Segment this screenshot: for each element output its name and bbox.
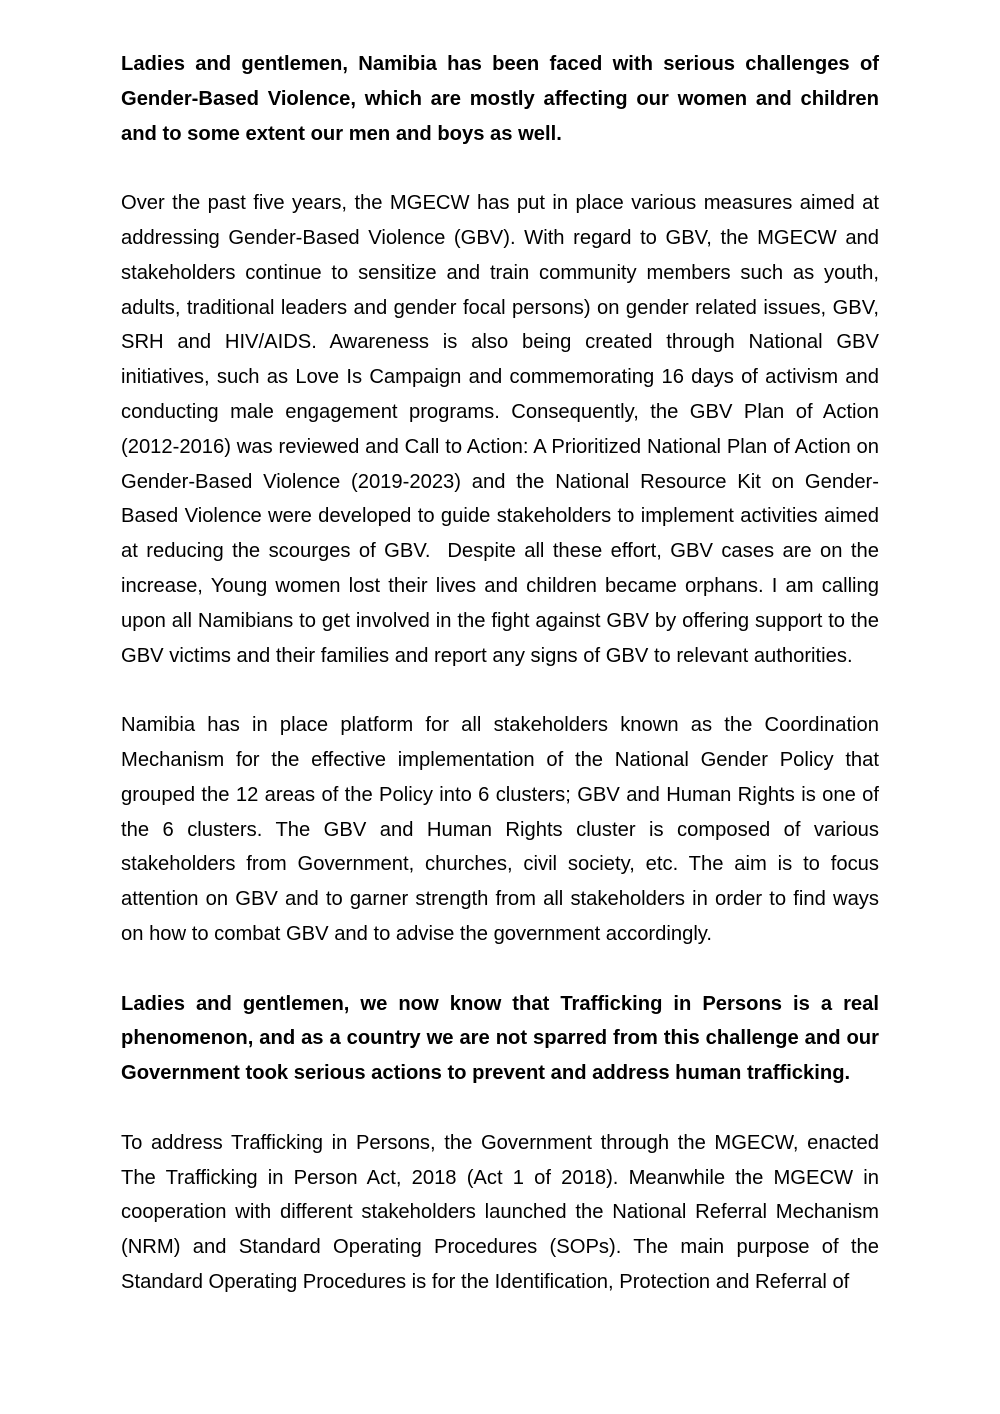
paragraph-trafficking-act: To address Trafficking in Persons, the Government through the MGECW, enacted The Trafficking in Person Act, 2018 (Act 1 of 2018). Meanwhile the MGECW in cooperation with different stakeholders launched the National Referral Mechanism (NRM) and Standard Operating Procedures (SOPs). The main purpose of the Standard Operating Procedures is for the Identification, Protection and Referral of	[121, 1131, 885, 1293]
paragraph-gbv-intro: Ladies and gentlemen, Namibia has been faced with serious challenges of Gender-Based Violence, which are mostly affecting our women and children and to some extent our men and boys as well.	[121, 53, 885, 145]
paragraph-trafficking-intro: Ladies and gentlemen, we now know that Trafficking in Persons is a real phenomenon, and as a country we are not sparred from this challenge and our Government took serious actions to prevent and address human trafficking.	[121, 992, 885, 1085]
paragraph-mgecw-measures: Over the past five years, the MGECW has put in place various measures aimed at addressing Gender-Based Violence (GBV). With regard to GBV, the MGECW and stakeholders continue to sensitize and train community members such as youth, adults, traditional leaders and gender focal persons) on gender related issues, GBV, SRH and HIV/AIDS. Awareness is also being created through National GBV initiatives, such as Love Is Campaign and commemorating 16 days of activism and conducting male engagement programs. Consequently, the GBV Plan of Action (2012-2016) was reviewed and Call to Action: A Prioritized National Plan of Action on Gender-Based Violence (2019-2023) and the National Resource Kit on Gender-Based Violence were developed to guide stakeholders to implement activities aimed at reducing the scourges of GBV. Despite all these effort, GBV cases are on the increase, Young women lost their lives and children became orphans. I am calling upon all Namibians to get involved in the fight against GBV by offering support to the GBV victims and their families and report any signs of GBV to relevant authorities.	[121, 192, 885, 667]
paragraph-coordination-mechanism: Namibia has in place platform for all stakeholders known as the Coordination Mechanism for the effective implementation of the National Gender Policy that grouped the 12 areas of the Policy into 6 clusters; GBV and Human Rights is one of the 6 clusters. The GBV and Human Rights cluster is composed of various stakeholders from Government, churches, civil society, etc. The aim is to focus attention on GBV and to garner strength from all stakeholders in order to find ways on how to combat GBV and to advise the government accordingly.	[121, 714, 885, 945]
document-page	[121, 47, 885, 1334]
